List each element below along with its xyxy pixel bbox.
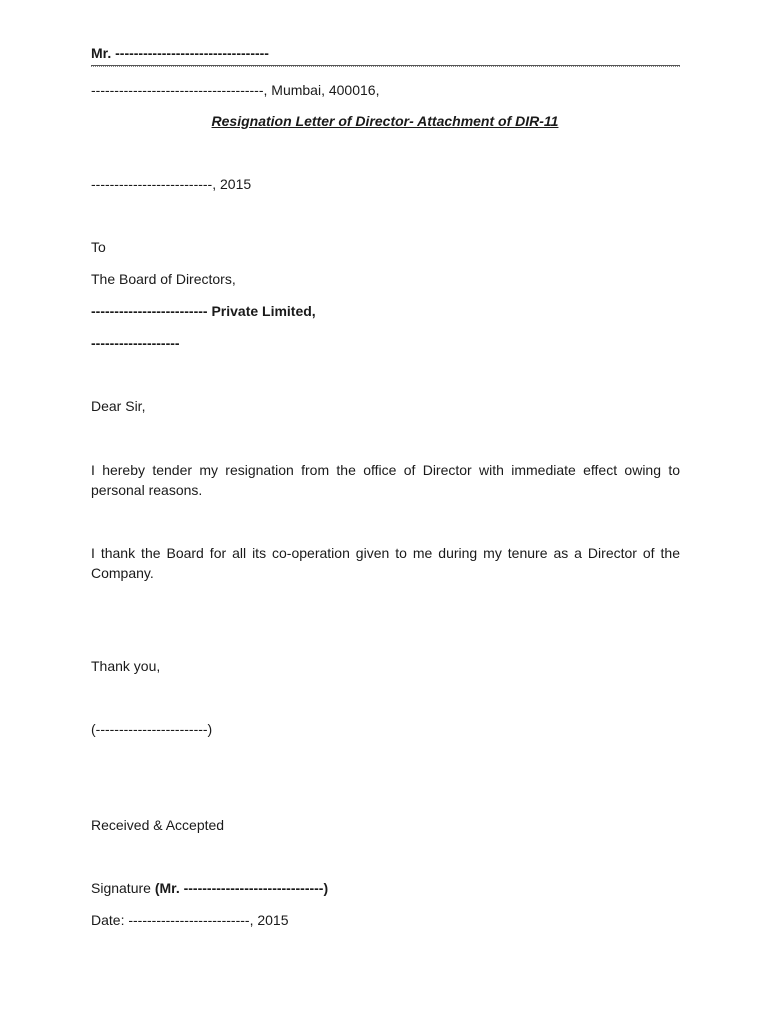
letter-date: --------------------------, 2015 <box>91 176 252 192</box>
signature-name: (Mr. ------------------------------) <box>154 880 329 896</box>
acceptance-date: Date: --------------------------, 2015 <box>91 912 289 928</box>
salutation: Dear Sir, <box>91 398 146 414</box>
recipient-company: ------------------------- Private Limited, <box>91 303 316 319</box>
signature-label: Signature <box>91 880 155 896</box>
recipient-company-extra: ------------------- <box>91 335 180 351</box>
closing-thanks: Thank you, <box>91 658 161 674</box>
recipient-to: To <box>91 239 106 255</box>
letter-title: Resignation Letter of Director- Attachment of DIR-11 <box>211 113 559 129</box>
header-divider <box>91 65 680 67</box>
sender-name: Mr. --------------------------------- <box>91 45 269 61</box>
signature-blank: (------------------------) <box>91 721 213 737</box>
recipient-board: The Board of Directors, <box>91 271 236 287</box>
body-paragraph-2: I thank the Board for all its co-operation given to me during my tenure as a Director of the Company. <box>91 545 680 581</box>
received-accepted: Received & Accepted <box>91 817 225 833</box>
body-paragraph-1: I hereby tender my resignation from the office of Director with immediate effect owing to personal reasons. <box>91 462 680 498</box>
acceptance-signature-line <box>91 879 328 897</box>
sender-address: -------------------------------------, Mumbai, 400016, <box>91 82 380 98</box>
